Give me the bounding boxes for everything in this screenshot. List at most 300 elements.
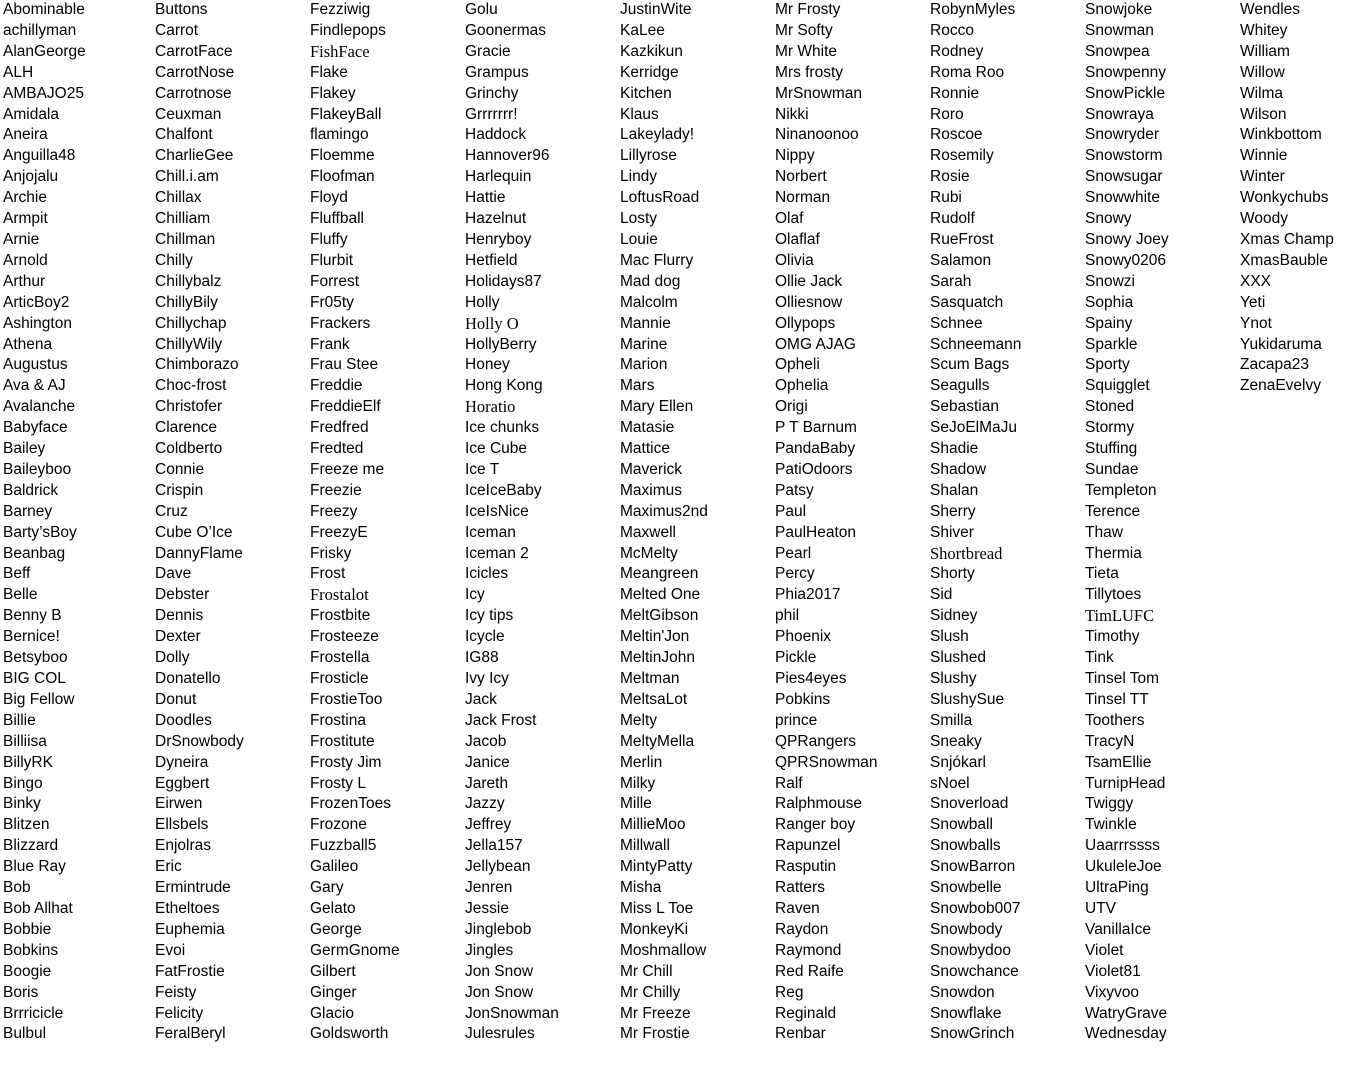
name-entry: Enjolras (155, 837, 211, 855)
name-entry: Thaw (1085, 523, 1123, 541)
name-entry: MeltinJohn (620, 649, 695, 667)
name-entry: HollyBerry (465, 335, 537, 353)
name-entry: MeltsaLot (620, 690, 688, 708)
name-entry: Chilly (155, 251, 193, 269)
name-entry: WatryGrave (1085, 1004, 1168, 1022)
name-entry: IceIsNice (465, 502, 529, 520)
name-entry: Cruz (155, 502, 188, 520)
name-entry: Rosemily (930, 147, 994, 165)
name-entry: Sneaky (930, 732, 982, 750)
name-entry: Wonkychubs (1240, 189, 1329, 207)
name-entry: Rodney (930, 42, 984, 60)
name-entry: Ceuxman (155, 105, 222, 123)
name-entry: SnowGrinch (930, 1025, 1015, 1043)
name-entry: Wilson (1240, 105, 1287, 123)
name-entry: Ophelia (775, 377, 829, 395)
name-entry: Goldsworth (310, 1025, 389, 1043)
name-entry: Slushy (930, 670, 977, 687)
name-entry: Baldrick (3, 481, 59, 499)
name-entry: Klaus (620, 105, 659, 123)
name-entry: Jacob (465, 732, 507, 750)
name-entry: Snowballs (930, 837, 1001, 855)
name-entry: Wednesday (1085, 1025, 1167, 1043)
name-entry: Mr Freeze (620, 1004, 691, 1022)
name-entry: Icycle (465, 628, 505, 646)
name-entry: Chillman (155, 230, 216, 248)
name-entry: Ice T (465, 460, 500, 478)
name-entry: TimLUFC (1085, 606, 1155, 626)
name-entry: Frosteeze (310, 628, 379, 646)
name-entry: Percy (775, 565, 815, 583)
name-entry: Dennis (155, 607, 204, 625)
name-entry: Tieta (1085, 565, 1119, 583)
name-entry: Shalan (930, 481, 979, 499)
name-entry: Flake (310, 63, 348, 81)
name-entry: Bulbul (3, 1025, 47, 1043)
name-entry: FlakeyBall (310, 105, 382, 123)
name-entry: Reginald (775, 1004, 837, 1022)
name-entry: Holidays87 (465, 272, 542, 290)
name-entry: Frostbite (310, 607, 371, 625)
name-entry: Mary Ellen (620, 398, 694, 416)
name-entry: Snowzi (1085, 272, 1135, 290)
name-entry: Frosty Jim (310, 753, 382, 771)
name-entry: Ninanoonoo (775, 126, 859, 144)
name-entry: TurnipHead (1085, 774, 1166, 792)
name-entry: LoftusRoad (620, 189, 700, 207)
name-entry: Findlepops (310, 21, 386, 39)
name-entry: Willow (1240, 63, 1285, 81)
name-entry: Doodles (155, 711, 212, 729)
name-entry: Mr White (775, 42, 837, 60)
name-entry: Ivy Icy (465, 670, 509, 687)
name-entry: Chilliam (155, 210, 211, 228)
name-entry: Barty’sBoy (3, 523, 77, 541)
name-entry: Pobkins (775, 690, 831, 708)
name-entry: Slushed (930, 649, 987, 667)
name-entry: Mr Softy (775, 21, 833, 39)
name-entry: Meltin'Jon (620, 628, 690, 646)
name-entry: Olliesnow (775, 293, 843, 311)
name-entry: Paul (775, 502, 807, 520)
name-entry: MeltyMella (620, 732, 695, 750)
name-entry: Raydon (775, 920, 829, 938)
name-entry: FishFace (310, 41, 370, 61)
name-entry: Augustus (3, 356, 68, 374)
name-entry: Eric (155, 858, 182, 876)
name-column-8 (1085, 0, 1240, 1045)
name-entry: Snowwhite (1085, 189, 1160, 207)
name-entry: Goonermas (465, 21, 546, 39)
name-entry: Snowy Joey (1085, 230, 1169, 248)
name-entry: Melted One (620, 586, 701, 604)
name-entry: Abominable (3, 1, 85, 18)
name-entry: Babyface (3, 419, 68, 437)
name-entry: Arnold (3, 251, 48, 269)
name-entry: Miss L Toe (620, 899, 694, 917)
name-entry: SeJoElMaJu (930, 419, 1018, 437)
name-entry: Violet (1085, 941, 1124, 959)
name-entry: Hong Kong (465, 377, 543, 395)
name-entry: Floyd (310, 189, 348, 207)
name-entry: ChillyBily (155, 293, 218, 311)
name-entry: OMG AJAG (775, 335, 856, 353)
name-entry: Norman (775, 189, 831, 207)
name-entry: Ice Cube (465, 440, 528, 458)
name-entry: Stoned (1085, 398, 1135, 416)
name-entry: Donut (155, 690, 197, 708)
name-entry: Lillyrose (620, 147, 677, 165)
name-entry: Frisky (310, 544, 352, 562)
name-entry: Chalfont (155, 126, 213, 144)
name-entry: FreddieElf (310, 398, 381, 416)
name-entry: Wilma (1240, 84, 1284, 102)
name-entry: Connie (155, 460, 205, 478)
name-entry: Jack Frost (465, 711, 537, 729)
name-entry: Snowstorm (1085, 147, 1163, 165)
name-entry: Snoverload (930, 795, 1009, 813)
name-entry: Barney (3, 502, 53, 520)
name-entry: Shorty (930, 565, 975, 583)
name-entry: Renbar (775, 1025, 826, 1043)
name-entry: Big Fellow (3, 690, 75, 708)
name-entry: Thermia (1085, 544, 1142, 562)
name-entry: Donatello (155, 670, 221, 687)
name-entry: Snowball (930, 816, 993, 834)
name-entry: MintyPatty (620, 858, 693, 876)
name-entry: Roscoe (930, 126, 983, 144)
name-entry: Lakeylady! (620, 126, 695, 144)
name-entry: Pearl (775, 544, 812, 562)
name-entry: Freddie (310, 377, 363, 395)
name-entry: Lindy (620, 168, 658, 186)
name-entry: Winnie (1240, 147, 1288, 165)
name-entry: Sherry (930, 502, 976, 520)
name-entry: Timothy (1085, 628, 1140, 646)
name-entry: Snowsugar (1085, 168, 1163, 186)
name-entry: Freezy (310, 502, 358, 520)
name-entry: Ralphmouse (775, 795, 863, 813)
name-entry: Hazelnut (465, 210, 527, 228)
name-entry: Snowpenny (1085, 63, 1167, 81)
name-entry: Ice chunks (465, 419, 540, 437)
name-entry: Haddock (465, 126, 527, 144)
name-entry: Avalanche (3, 398, 76, 416)
name-entry: Jeffrey (465, 816, 512, 834)
name-entry: Rasputin (775, 858, 837, 876)
name-entry: Stormy (1085, 419, 1135, 437)
name-entry: Fr05ty (310, 293, 354, 311)
name-entry: Roma Roo (930, 63, 1005, 81)
name-entry: phil (775, 607, 800, 625)
name-entry: Toothers (1085, 711, 1145, 729)
name-entry: Jessie (465, 899, 509, 917)
name-entry: Merlin (620, 753, 663, 771)
name-entry: Frackers (310, 314, 371, 332)
name-entry: Fluffy (310, 230, 348, 248)
name-entry: Tinsel Tom (1085, 670, 1160, 687)
name-entry: MrSnowman (775, 84, 862, 102)
name-entry: Bobkins (3, 941, 59, 959)
name-entry: Frostella (310, 649, 370, 667)
name-column-9 (1240, 0, 1368, 397)
name-entry: Snowy0206 (1085, 251, 1167, 269)
name-entry: Anguilla48 (3, 147, 76, 165)
name-entry: Archie (3, 189, 47, 207)
name-entry: Bernice! (3, 628, 60, 646)
name-entry: Origi (775, 398, 808, 416)
name-entry: Bobbie (3, 920, 52, 938)
name-entry: Woody (1240, 210, 1288, 228)
name-entry: Gelato (310, 899, 356, 917)
name-entry: JustinWite (620, 1, 692, 18)
name-entry: IceIceBaby (465, 481, 542, 499)
name-entry: William (1240, 42, 1290, 60)
name-entry: Raymond (775, 941, 842, 959)
name-entry: Wendles (1240, 1, 1301, 18)
name-entry: Kitchen (620, 84, 672, 102)
name-entry: Glacio (310, 1004, 354, 1022)
name-entry: Bob Allhat (3, 899, 73, 917)
name-entry: Ollypops (775, 314, 836, 332)
name-entry: Snowryder (1085, 126, 1160, 144)
name-entry: Tinsel TT (1085, 690, 1149, 708)
name-entry: Golu (465, 1, 498, 18)
name-entry: PaulHeaton (775, 523, 857, 541)
name-entry: Mrs frosty (775, 63, 844, 81)
name-entry: Baileyboo (3, 460, 72, 478)
name-entry: Mr Frosty (775, 1, 841, 18)
name-entry: SnowPickle (1085, 84, 1166, 102)
name-entry: Jack (465, 690, 497, 708)
name-entry: Jenren (465, 879, 513, 897)
name-entry: FrozenToes (310, 795, 391, 813)
name-entry: Frank (310, 335, 350, 353)
name-entry: Binky (3, 795, 41, 813)
name-entry: Meltman (620, 670, 680, 687)
name-entry: Jon Snow (465, 983, 534, 1001)
name-entry: Mr Chill (620, 962, 673, 980)
name-entry: Ynot (1240, 314, 1272, 332)
name-entry: P T Barnum (775, 419, 857, 437)
name-entry: sNoel (930, 774, 970, 792)
name-entry: Choc-frost (155, 377, 227, 395)
name-entry: Debster (155, 586, 210, 604)
name-entry: XXX (1240, 272, 1272, 290)
name-entry: Sophia (1085, 293, 1134, 311)
name-entry: Billie (3, 711, 36, 729)
name-entry: Shiver (930, 523, 974, 541)
name-entry: Beanbag (3, 544, 66, 562)
name-entry: Hattie (465, 189, 506, 207)
name-entry: Betsyboo (3, 649, 68, 667)
name-entry: Moshmallow (620, 941, 707, 959)
name-entry: FreezyE (310, 523, 368, 541)
name-entry: Jon Snow (465, 962, 534, 980)
name-entry: PatiOdoors (775, 460, 853, 478)
name-entry: Horatio (465, 397, 516, 417)
name-entry: AMBAJO25 (3, 84, 84, 102)
name-entry: Mad dog (620, 272, 681, 290)
name-entry: Snowflake (930, 1004, 1002, 1022)
name-entry: Frostalot (310, 585, 369, 605)
name-entry: Tink (1085, 649, 1114, 667)
name-entry: Nippy (775, 147, 815, 165)
name-entry: UkuleleJoe (1085, 858, 1162, 876)
name-entry: Blitzen (3, 816, 50, 834)
name-entry: Raven (775, 899, 820, 917)
name-entry: FeralBeryl (155, 1025, 226, 1043)
name-entry: ZenaEvelvy (1240, 377, 1321, 395)
name-entry: Arthur (3, 272, 46, 290)
name-entry: Rocco (930, 21, 974, 39)
name-entry: Ranger boy (775, 816, 856, 834)
name-entry: KaLee (620, 21, 665, 39)
name-entry: Mannie (620, 314, 671, 332)
name-entry: Fredfred (310, 419, 369, 437)
name-entry: Frosty L (310, 774, 366, 792)
name-entry: Athena (3, 335, 53, 353)
name-entry: MonkeyKi (620, 920, 689, 938)
name-entry: Belle (3, 586, 38, 604)
name-entry: IG88 (465, 649, 499, 667)
name-entry: Icy tips (465, 607, 514, 625)
name-entry: Rudolf (930, 210, 975, 228)
name-entry: Iceman 2 (465, 544, 529, 562)
name-entry: Floofman (310, 168, 375, 186)
name-entry: Shadow (930, 460, 987, 478)
name-entry: Fezziwig (310, 1, 371, 18)
name-entry: Gilbert (310, 962, 356, 980)
name-entry: Mille (620, 795, 652, 813)
name-entry: Maximus2nd (620, 502, 708, 520)
name-entry: Meangreen (620, 565, 699, 583)
name-entry: Sebastian (930, 398, 999, 416)
name-entry: Dolly (155, 649, 190, 667)
name-entry: Blizzard (3, 837, 59, 855)
name-entry: Jareth (465, 774, 509, 792)
name-entry: Dave (155, 565, 192, 583)
name-entry: Reg (775, 983, 804, 1001)
name-entry: Henryboy (465, 230, 532, 248)
name-entry: Seagulls (930, 377, 990, 395)
name-entry: Fuzzball5 (310, 837, 377, 855)
name-entry: Schneemann (930, 335, 1022, 353)
name-entry: Roro (930, 105, 964, 123)
name-column-7 (930, 0, 1085, 1045)
name-entry: Feisty (155, 983, 197, 1001)
name-entry: RueFrost (930, 230, 994, 248)
name-entry: Winkbottom (1240, 126, 1322, 144)
name-entry: Mattice (620, 440, 670, 458)
name-entry: Jingles (465, 941, 514, 959)
name-entry: Xmas Champ (1240, 230, 1334, 248)
name-entry: PandaBaby (775, 440, 856, 458)
name-entry: Matasie (620, 419, 675, 437)
name-entry: Melty (620, 711, 658, 729)
name-entry: Hannover96 (465, 147, 550, 165)
name-column-3 (310, 0, 465, 1045)
name-entry: Maximus (620, 481, 683, 499)
name-entry: XmasBauble (1240, 251, 1328, 269)
name-entry: Pies4eyes (775, 670, 847, 687)
name-entry: Frost (310, 565, 346, 583)
name-entry: Kazkikun (620, 42, 683, 60)
name-entry: Crispin (155, 481, 204, 499)
name-entry: Losty (620, 210, 658, 228)
name-entry: Frostina (310, 711, 366, 729)
name-entry: Ginger (310, 983, 357, 1001)
name-entry: Mr Chilly (620, 983, 681, 1001)
name-entry: Rubi (930, 189, 962, 207)
name-entry: Rapunzel (775, 837, 841, 855)
name-entry: Bob (3, 879, 31, 897)
name-entry: Sparkle (1085, 335, 1138, 353)
name-entry: Sasquatch (930, 293, 1004, 311)
name-entry: Whitey (1240, 21, 1288, 39)
name-entry: Janice (465, 753, 510, 771)
name-entry: Zacapa23 (1240, 356, 1309, 374)
name-entry: Phoenix (775, 628, 832, 646)
name-entry: Ashington (3, 314, 72, 332)
name-column-5 (620, 0, 775, 1045)
name-entry: McMelty (620, 544, 678, 562)
name-entry: Phia2017 (775, 586, 841, 604)
name-entry: Chillychap (155, 314, 227, 332)
name-entry: Ronnie (930, 84, 980, 102)
name-entry: Julesrules (465, 1025, 535, 1043)
name-entry: Brrricicle (3, 1004, 64, 1022)
name-entry: Yukidaruma (1240, 335, 1322, 353)
name-entry: Forrest (310, 272, 360, 290)
name-entry: FatFrostie (155, 962, 225, 980)
name-entry: Boris (3, 983, 39, 1001)
name-entry: Schnee (930, 314, 983, 332)
name-entry: Nikki (775, 105, 809, 123)
name-entry: Snowraya (1085, 105, 1154, 123)
name-entry: Armpit (3, 210, 48, 228)
name-entry: Icicles (465, 565, 509, 583)
name-entry: Iceman (465, 523, 516, 541)
name-entry: Grinchy (465, 84, 519, 102)
name-entry: SnowBarron (930, 858, 1016, 876)
name-entry: FrostieToo (310, 690, 383, 708)
name-entry: Pickle (775, 649, 817, 667)
name-entry: Sid (930, 586, 953, 604)
name-entry: GermGnome (310, 941, 400, 959)
name-entry: MillieMoo (620, 816, 686, 834)
name-entry: Smilla (930, 711, 973, 729)
name-entry: Snowdon (930, 983, 995, 1001)
name-entry: Freezie (310, 481, 362, 499)
name-entry: DrSnowbody (155, 732, 244, 750)
name-entry: Chillybalz (155, 272, 222, 290)
name-entry: Maxwell (620, 523, 676, 541)
name-entry: Icy (465, 586, 485, 604)
name-entry: Stuffing (1085, 440, 1138, 458)
name-entry: Snowbody (930, 920, 1003, 938)
name-entry: Eirwen (155, 795, 203, 813)
name-entry: Grampus (465, 63, 529, 81)
name-entry: Frau Stee (310, 356, 379, 374)
name-entry: Beff (3, 565, 31, 583)
name-entry: Billiisa (3, 732, 47, 750)
name-entry: SlushySue (930, 690, 1005, 708)
name-entry: Shortbread (930, 543, 1003, 563)
name-entry: Norbert (775, 168, 827, 186)
name-entry: UltraPing (1085, 879, 1149, 897)
name-entry: Flurbit (310, 251, 354, 269)
